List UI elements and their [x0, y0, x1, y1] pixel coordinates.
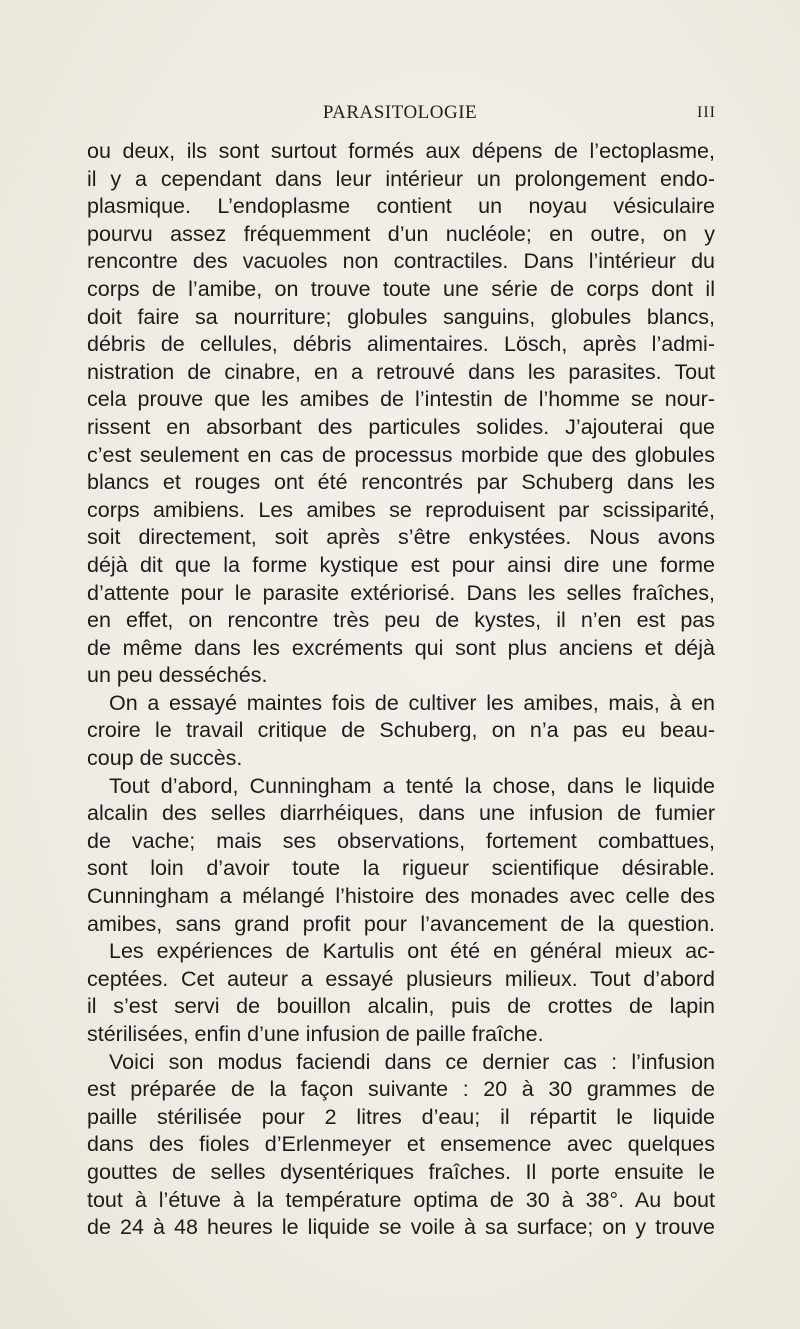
text-line: Voici son modus faciendi dans ce dernier cas : l’infusion: [109, 1049, 715, 1074]
text-line: un peu desséchés.: [87, 663, 268, 688]
text-line: c’est seulement en cas de processus morbide que des globules: [87, 442, 715, 467]
text-line: stérilisées, enfin d’une infusion de paille fraîche.: [87, 1022, 544, 1046]
text-line: plasmique. L’endoplasme contient un noyau vésiculaire: [87, 194, 715, 219]
text-line: il s’est servi de bouillon alcalin, puis de crottes de lapin: [87, 994, 715, 1019]
text-line: de même dans les excréments qui sont plus anciens et déjà: [87, 635, 715, 660]
text-line: tout à l’étuve à la température optima de 30 à 38°. Au bout: [87, 1187, 715, 1212]
text-line: en effet, on rencontre très peu de kystes, il n’en est pas: [87, 608, 715, 633]
text-line: rissent en absorbant des particules solides. J’ajouterai que: [87, 414, 715, 439]
text-line: corps amibiens. Les amibes se reproduisent par scissiparité,: [87, 497, 715, 522]
text-line: ou deux, ils sont surtout formés aux dépens de l’ectoplasme,: [87, 139, 715, 163]
text-line: paille stérilisée pour 2 litres d’eau; il répartit le liquide: [87, 1104, 715, 1129]
text-line: Cunningham a mélangé l’histoire des monades avec celle des: [87, 884, 715, 909]
text-line: sont loin d’avoir toute la rigueur scientifique désirable.: [87, 856, 715, 881]
text-line: cela prouve que les amibes de l’intestin de l’homme se nour-: [87, 387, 715, 412]
text-line: doit faire sa nourriture; globules sanguins, globules blancs,: [87, 304, 715, 329]
text-line: coup de succès.: [87, 746, 243, 771]
text-line: Les expériences de Kartulis ont été en général mieux ac-: [109, 939, 715, 964]
text-line: de vache; mais ses observations, fortement combattues,: [87, 828, 715, 853]
text-line: soit directement, soit après s’être enkystées. Nous avons: [87, 525, 715, 550]
text-line: amibes, sans grand profit pour l’avancement de la question.: [87, 911, 715, 936]
text-line: Tout d’abord, Cunningham a tenté la chose, dans le liquide: [109, 773, 715, 798]
text-line: déjà dit que la forme kystique est pour ainsi dire une forme: [87, 552, 715, 577]
text-line: de 24 à 48 heures le liquide se voile à sa surface; on y trouve: [87, 1215, 715, 1240]
text-line: est préparée de la façon suivante : 20 à 30 grammes de: [87, 1077, 715, 1102]
text-line: nistration de cinabre, en a retrouvé dans les parasites. Tout: [87, 359, 715, 384]
text-line: ceptées. Cet auteur a essayé plusieurs milieux. Tout d’abord: [87, 966, 715, 991]
running-head: [0, 102, 800, 132]
text-line: il y a cependant dans leur intérieur un prolongement endo-: [87, 166, 715, 191]
text-line: gouttes de selles dysentériques fraîches. Il porte ensuite le: [87, 1159, 715, 1184]
text-line: dans des fioles d’Erlenmeyer et ensemence avec quelques: [87, 1132, 715, 1157]
body-text: [87, 138, 715, 1242]
text-line: débris de cellules, débris alimentaires. Lösch, après l’admi-: [87, 332, 715, 357]
text-line: blancs et rouges ont été rencontrés par Schuberg dans les: [87, 470, 715, 495]
text-line: rencontre des vacuoles non contractiles. Dans l’intérieur du: [87, 249, 715, 274]
text-line: croire le travail critique de Schuberg, on n’a pas eu beau-: [87, 718, 715, 743]
page-number: III: [697, 104, 716, 121]
text-line: d’attente pour le parasite extériorisé. Dans les selles fraîches,: [87, 580, 715, 605]
running-title: PARASITOLOGIE: [322, 102, 478, 123]
text-line: pourvu assez fréquemment d’un nucléole; en outre, on y: [87, 221, 715, 246]
text-line: On a essayé maintes fois de cultiver les amibes, mais, à en: [109, 690, 715, 715]
text-line: corps de l’amibe, on trouve toute une série de corps dont il: [87, 276, 715, 301]
text-line: alcalin des selles diarrhéiques, dans une infusion de fumier: [87, 801, 715, 826]
